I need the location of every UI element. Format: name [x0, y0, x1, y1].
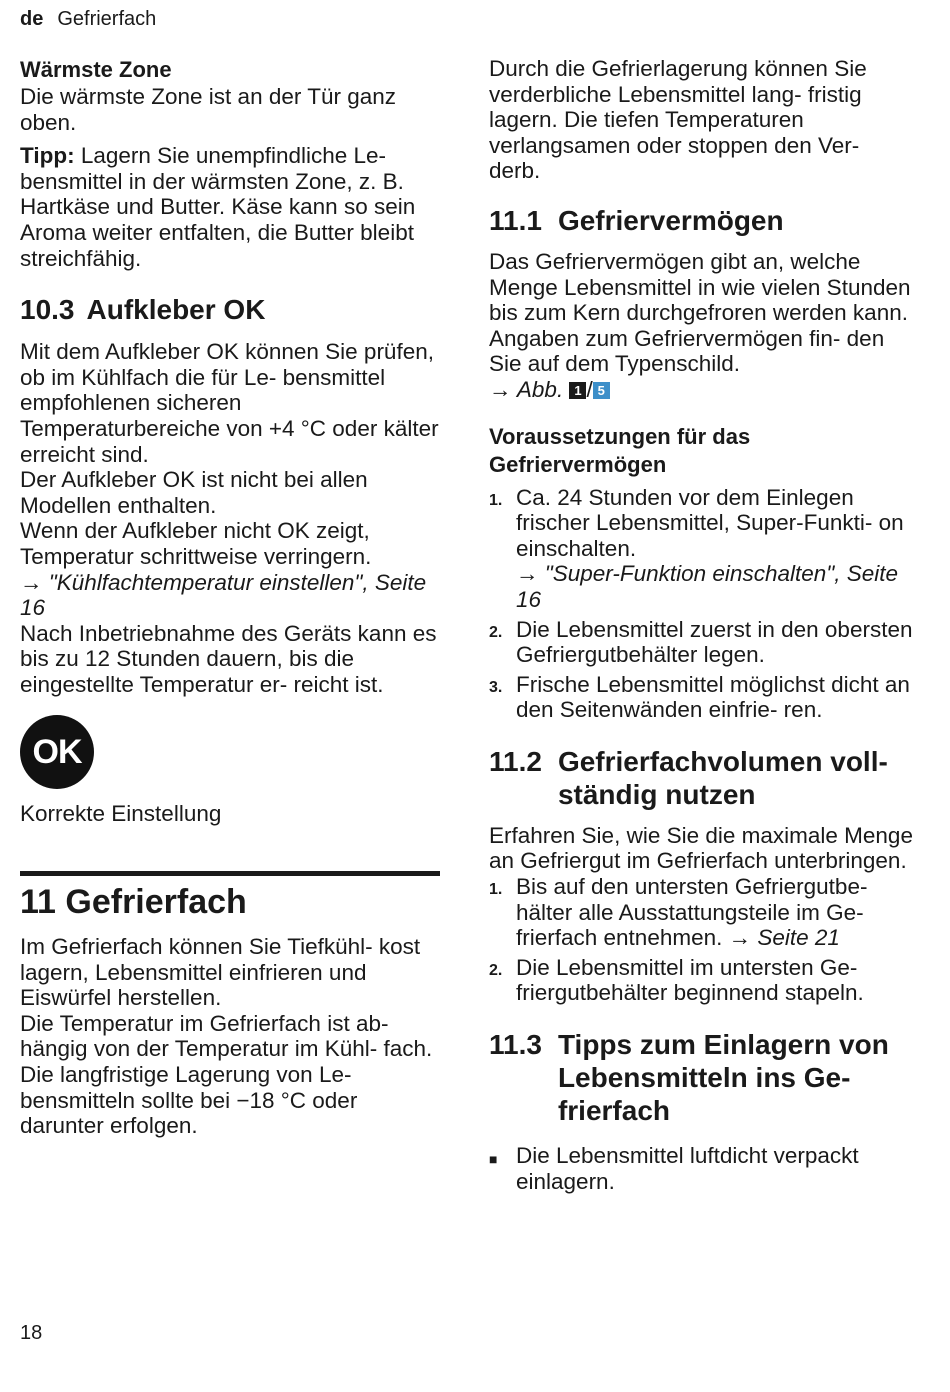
list-item	[489, 617, 914, 668]
volume-steps-list	[489, 874, 914, 1006]
section-title: Aufkleber OK	[86, 294, 266, 326]
prerequisites-list	[489, 485, 914, 723]
section-number: 10.3	[20, 294, 75, 326]
tips-list	[489, 1143, 914, 1194]
cross-reference-link[interactable]: → "Super-Funktion einschalten", Seite 16	[516, 561, 899, 612]
list-number: 1.	[489, 491, 503, 509]
right-column	[489, 56, 914, 1198]
tip-text: Lagern Sie unempfindliche Le- bensmittel in der wärmsten Zone, z. B. Hartkäse und Butter. Käse kann so sein Aroma weiter entfalten, die Butter bleibt streichfähig.	[20, 143, 416, 271]
paragraph: Der Aufkleber OK ist nicht bei allen Modellen enthalten.	[20, 467, 368, 518]
warm-zone-text: Die wärmste Zone ist an der Tür ganz oben.	[20, 84, 396, 135]
figure-1-badge: 1	[569, 382, 586, 399]
figure-ref-prefix: → Abb.	[489, 376, 564, 402]
section-11-3-heading	[489, 1028, 914, 1127]
section-number: 11.2	[489, 745, 542, 777]
list-number: 3.	[489, 678, 503, 696]
figure-separator: /	[586, 376, 593, 402]
ok-sticker-icon	[20, 715, 94, 789]
figure-5-badge: 5	[593, 382, 610, 399]
intro-paragraph: Durch die Gefrierlagerung können Sie verderbliche Lebensmittel lang- fristig lagern. Die tiefen Temperaturen verlangsamen oder stoppen den Ver- derb.	[489, 56, 867, 184]
list-text: Bis auf den untersten Gefriergutbe- hälter alle Ausstattungsteile im Ge- frierfach entnehmen.	[516, 874, 868, 951]
list-item	[489, 485, 914, 613]
paragraph: Erfahren Sie, wie Sie die maximale Menge an Gefriergut im Gefrierfach unterbringen.	[489, 822, 913, 874]
list-number: 2.	[489, 961, 503, 979]
language-tag: de	[20, 8, 44, 30]
section-11-2-heading	[489, 745, 914, 811]
list-text: Die Lebensmittel luftdicht verpackt einlagern.	[516, 1143, 859, 1194]
section-number: 11.1	[489, 204, 542, 236]
page-header	[20, 8, 156, 31]
paragraph: Im Gefrierfach können Sie Tiefkühl- kost lagern, Lebensmittel einfrieren und Eiswürfel herstellen.	[20, 934, 421, 1011]
list-item	[489, 672, 914, 723]
paragraph: Mit dem Aufkleber OK können Sie prüfen, ob im Kühlfach die für Le- bensmittel empfohlenen sicheren Temperaturbereiche von +4 °C oder kälter erreicht sind.	[20, 339, 439, 467]
tip-paragraph	[20, 143, 440, 271]
square-bullet-icon: ■	[489, 1151, 498, 1168]
section-number: 11.3	[489, 1029, 542, 1061]
paragraph: Die langfristige Lagerung von Le- bensmitteln sollte bei −18 °C oder darunter erfolgen.	[20, 1062, 358, 1139]
left-column	[20, 56, 440, 1139]
cross-reference-link[interactable]: → "Kühlfachtemperatur einstellen", Seite 16	[20, 569, 427, 621]
tip-label: Tipp:	[20, 143, 75, 169]
section-title: Tipps zum Einlagern von Lebensmitteln ins Ge- frierfach	[557, 1029, 889, 1127]
ok-sticker-label: OK	[32, 732, 82, 771]
page-number: 18	[20, 1322, 43, 1344]
list-text: Die Lebensmittel im untersten Ge- friergutbehälter beginnend stapeln.	[516, 954, 864, 1006]
cross-reference-link[interactable]: → Seite 21	[728, 925, 840, 951]
chapter-divider	[20, 871, 440, 876]
list-text: Frische Lebensmittel möglichst dicht an den Seitenwänden einfrie- ren.	[516, 671, 910, 723]
section-title: Gefriervermögen	[557, 204, 784, 236]
figure-reference-link[interactable]	[489, 377, 914, 403]
list-item	[489, 1143, 914, 1194]
paragraph: Wenn der Aufkleber nicht OK zeigt, Temperatur schrittweise verringern.	[20, 518, 372, 569]
paragraph: Nach Inbetriebnahme des Geräts kann es bis zu 12 Stunden dauern, bis die eingestellte Temperatur er- reicht ist.	[20, 620, 437, 697]
ok-caption: Korrekte Einstellung	[20, 801, 222, 827]
section-title: Gefrierfachvolumen voll- ständig nutzen	[557, 745, 888, 810]
list-text: Die Lebensmittel zuerst in den obersten Gefriergutbehälter legen.	[516, 616, 913, 668]
header-section: Gefrierfach	[57, 8, 157, 30]
paragraph: Das Gefriervermögen gibt an, welche Menge Lebensmittel in wie vielen Stunden bis zum Kern durchgefroren werden kann.	[489, 248, 911, 326]
section-11-1-heading	[489, 204, 914, 237]
chapter-11-title: 11 Gefrierfach	[20, 883, 247, 922]
warm-zone-heading: Wärmste Zone	[20, 57, 172, 82]
paragraph: Angaben zum Gefriervermögen fin- den Sie auf dem Typenschild.	[489, 325, 885, 377]
list-item	[489, 955, 914, 1006]
prerequisites-heading: Voraussetzungen für das Gefriervermögen	[489, 423, 751, 477]
list-number: 2.	[489, 623, 503, 641]
paragraph: Die Temperatur im Gefrierfach ist ab- hängig von der Temperatur im Kühl- fach.	[20, 1010, 433, 1062]
list-text: Ca. 24 Stunden vor dem Einlegen frischer Lebensmittel, Super-Funkti- on einschalten.	[516, 484, 904, 561]
list-number: 1.	[489, 881, 503, 899]
section-10-3-heading	[20, 293, 440, 326]
list-item	[489, 874, 914, 951]
